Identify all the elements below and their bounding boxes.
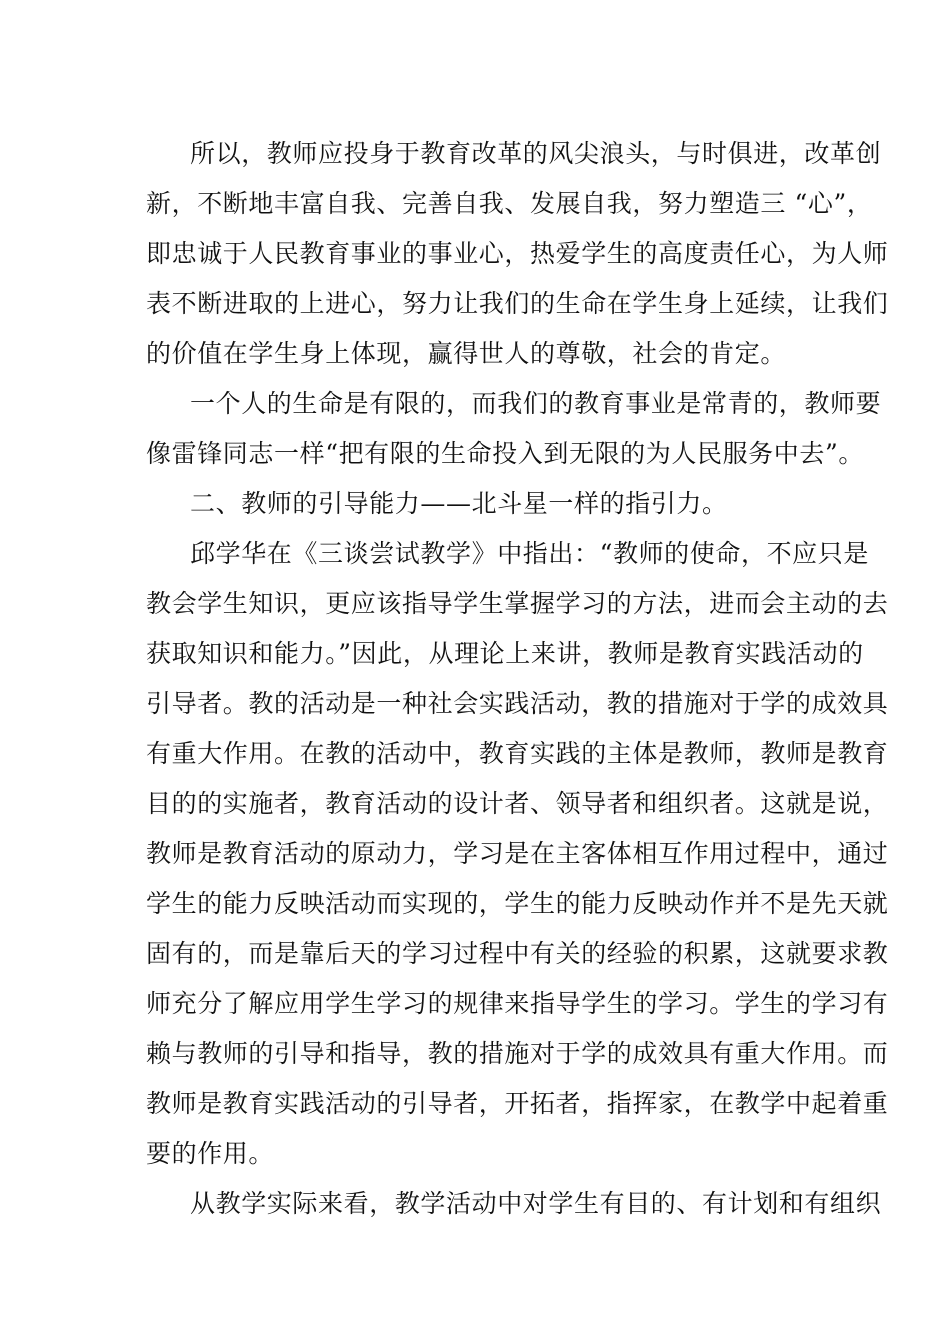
paragraph-4-line-1: 从教学实际来看，教学活动中对学生有目的、有计划和有组织 [190, 1189, 882, 1218]
section-heading: 二、教师的引导能力——北斗星一样的指引力。 [190, 489, 728, 518]
paragraph-3-line-9: 固有的，而是靠后天的学习过程中有关的经验的积累，这就要求教 [146, 939, 889, 968]
paragraph-1-line-1: 所以，教师应投身于教育改革的风尖浪头，与时俱进，改革创 [190, 139, 882, 168]
paragraph-1-line-5: 的价值在学生身上体现，赢得世人的尊敬，社会的肯定。 [146, 339, 787, 368]
paragraph-1-line-2: 新，不断地丰富自我、完善自我、发展自我，努力塑造三 “心”， [146, 189, 873, 218]
paragraph-2-line-1: 一个人的生命是有限的，而我们的教育事业是常青的，教师要 [190, 389, 882, 418]
paragraph-3-line-6: 目的的实施者，教育活动的设计者、领导者和组织者。这就是说， [146, 789, 889, 818]
paragraph-3-line-8: 学生的能力反映活动而实现的，学生的能力反映动作并不是先天就 [146, 889, 889, 918]
paragraph-1-line-4: 表不断进取的上进心，努力让我们的生命在学生身上延续，让我们 [146, 289, 889, 318]
paragraph-2-line-2: 像雷锋同志一样“把有限的生命投入到无限的为人民服务中去”。 [146, 439, 864, 468]
paragraph-3-line-2: 教会学生知识，更应该指导学生掌握学习的方法，进而会主动的去 [146, 589, 889, 618]
paragraph-3-line-4: 引导者。教的活动是一种社会实践活动，教的措施对于学的成效具 [146, 689, 889, 718]
paragraph-3-line-12: 教师是教育实践活动的引导者，开拓者，指挥家，在教学中起着重 [146, 1089, 889, 1118]
paragraph-3-line-5: 有重大作用。在教的活动中，教育实践的主体是教师，教师是教育 [146, 739, 889, 768]
paragraph-3-line-3: 获取知识和能力。”因此，从理论上来讲，教师是教育实践活动的 [146, 639, 864, 668]
paragraph-3-line-10: 师充分了解应用学生学习的规律来指导学生的学习。学生的学习有 [146, 989, 889, 1018]
paragraph-1-line-3: 即忠诚于人民教育事业的事业心，热爱学生的高度责任心，为人师 [146, 239, 889, 268]
paragraph-3-line-13: 要的作用。 [146, 1139, 275, 1168]
paragraph-3-line-1: 邱学华在《三谈尝试教学》中指出：“教师的使命，不应只是 [190, 539, 869, 568]
paragraph-3-line-7: 教师是教育活动的原动力，学习是在主客体相互作用过程中，通过 [146, 839, 889, 868]
paragraph-3-line-11: 赖与教师的引导和指导，教的措施对于学的成效具有重大作用。而 [146, 1039, 889, 1068]
